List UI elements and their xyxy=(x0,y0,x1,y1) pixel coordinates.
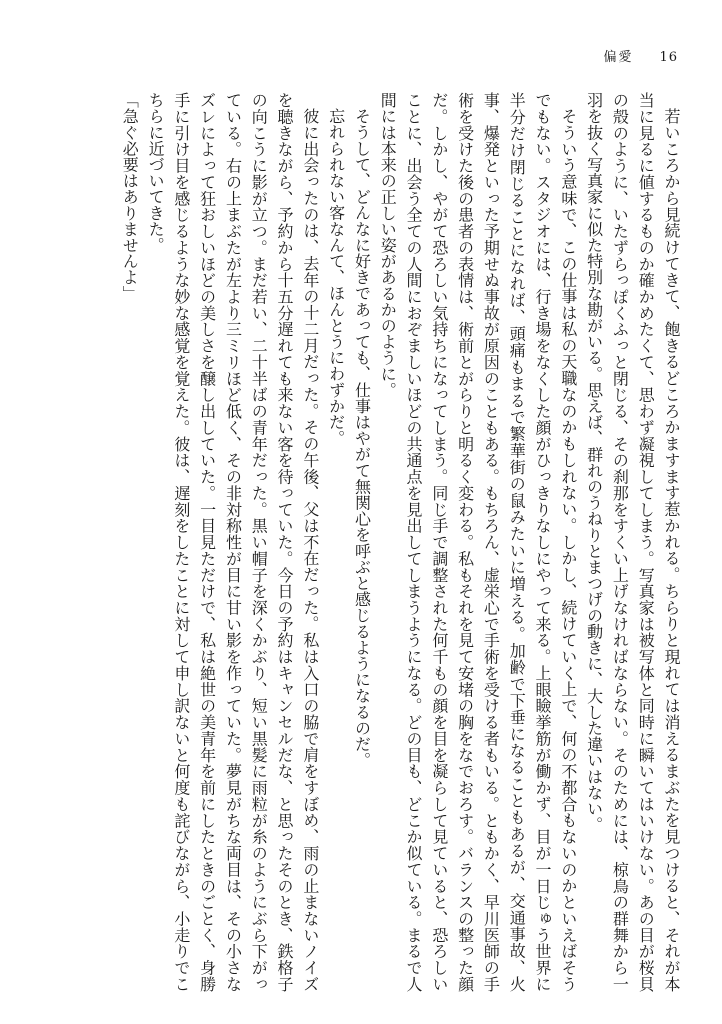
page-number: 16 xyxy=(659,50,678,65)
body-text xyxy=(94,92,684,992)
paragraph: 彼に出会ったのは、去年の十二月だった。その午後、父は不在だった。私は入口の脇で肩をすぼめ、雨の止まないノイズを聴きながら、予約から十五分遅れても来ない客を待っていた。今日の予約はキャンセルだな、と思ったそのとき、鉄格子の向こうに影が立つ。まだ若い、二十半ばの青年だった。黒い帽子を深くかぶり、短い黒髪に雨粒が糸のようにぶら下がっている。右の上まぶたが左より三ミリほど低く、その非対称性が目に甘い影を作っていた。夢見がちな両目は、その小さなズレによって狂おしいほどの美しさを醸し出していた。一目見ただけで、私は絶世の美青年を前にしたときのごとく、身勝手に引け目を感じるような妙な感覚を覚えた。彼は、遅刻をしたことに対して申し訳ないと何度も詫びながら、小走りでこちらに近づいてきた。 xyxy=(146,92,320,992)
dialogue-line: 「急ぐ必要はありませんよ」 xyxy=(120,92,140,302)
paragraph: そういう意味で、この仕事は私の天職なのかもしれない。しかし、続けていく上で、何の不都合もないのかといえばそうでもない。スタジオには、行き場をなくした顔がひっきりなしにやって来る。上眼瞼挙筋が働かず、目が一日じゅう世界に半分だけ閉じることになれば、頭痛もまるで繁華街の鼠みたいに増える。加齢で下垂になることもあるが、交通事故、火事、爆発といった予期せぬ事故が原因のこともある。もちろん、虚栄心で手術を受ける者もいる。ともかく、早川医師の手術を受けた後の患者の表情は、術前とがらりと明るく変わる。私もそれを見て安堵の胸をなでおろす。バランスの整った顔だ。しかし、やがて恐ろしい気持ちになってしまう。同じ手で調整された何千もの顔を目を凝らして見ていると、恐ろしいことに、出会う全ての人間におぞましいほどの共通点を見出してしまうようになる。どの目も、どこか似ている。まるで人間には本来の正しい姿があるかのように。 xyxy=(378,92,578,992)
book-title: 偏愛 xyxy=(603,50,634,65)
paragraph: 忘れられない客なんて、ほんとうにわずかだ。 xyxy=(326,108,346,447)
paragraph: 若いころから見続けてきて、飽きるどころかますます惹かれる。ちらりと現れては消えるまぶたを見つけると、それが本当に見るに値するものか確かめたくて、思わず凝視してしまう。写真家は被写体と同時に瞬いてはいけない。あの目が桜貝の殻のように、いたずらっぽくふっと閉じる、その刹那をすくい上げなければならない。そのためには、椋鳥の群舞から一羽を抜く写真家に似た特別な勘がいる。思えば、群れのうねりとまつげの動きに、大した違いはない。 xyxy=(584,92,681,992)
running-head xyxy=(603,46,678,65)
paragraph: そうして、どんなに好きであっても、仕事はやがて無関心を呼ぶと感じるようになるのだ。 xyxy=(352,108,372,769)
